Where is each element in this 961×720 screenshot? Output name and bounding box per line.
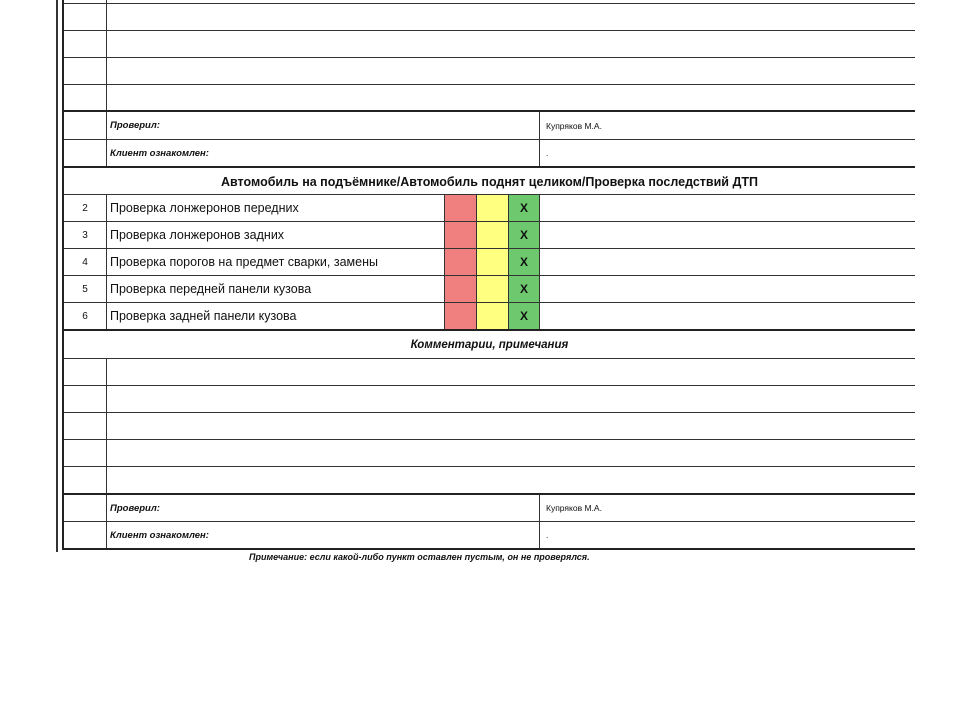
client-ack-row bbox=[64, 522, 915, 548]
item-number: 4 bbox=[64, 249, 107, 275]
item-comment-cell bbox=[539, 222, 915, 248]
status-ok-cell[interactable]: X bbox=[508, 249, 539, 275]
client-ack-value: . bbox=[539, 522, 915, 548]
checked-by-row bbox=[64, 112, 915, 140]
comments-header-row bbox=[64, 331, 915, 359]
item-number: 5 bbox=[64, 276, 107, 302]
checked-by-label: Проверил: bbox=[110, 502, 160, 514]
status-bad-cell[interactable] bbox=[444, 195, 476, 221]
checked-by-label: Проверил: bbox=[110, 120, 160, 131]
empty-row bbox=[64, 4, 915, 31]
status-ok-cell[interactable]: X bbox=[508, 222, 539, 248]
item-label: Проверка задней панели кузова bbox=[110, 309, 297, 323]
check-item-row bbox=[64, 222, 915, 249]
status-bad-cell[interactable] bbox=[444, 276, 476, 302]
empty-row bbox=[64, 58, 915, 85]
comment-row[interactable] bbox=[64, 440, 915, 467]
item-label: Проверка передней панели кузова bbox=[110, 282, 312, 296]
client-ack-label: Клиент ознакомлен: bbox=[110, 529, 209, 541]
item-number: 3 bbox=[64, 222, 107, 248]
footnote: Примечание: если какой-либо пункт оставлен пустым, он не проверялся. bbox=[249, 552, 590, 562]
check-item-row bbox=[64, 195, 915, 222]
empty-row bbox=[64, 85, 915, 112]
status-warn-cell[interactable] bbox=[476, 195, 508, 221]
status-warn-cell[interactable] bbox=[476, 276, 508, 302]
status-bad-cell[interactable] bbox=[444, 249, 476, 275]
item-comment-cell bbox=[539, 195, 915, 221]
outer-border-line bbox=[56, 0, 58, 552]
client-ack-value: . bbox=[539, 140, 915, 166]
empty-row bbox=[64, 31, 915, 58]
item-comment-cell bbox=[539, 276, 915, 302]
item-number: 6 bbox=[64, 303, 107, 329]
comment-row[interactable] bbox=[64, 413, 915, 440]
check-item-row bbox=[64, 249, 915, 276]
status-ok-cell[interactable]: X bbox=[508, 195, 539, 221]
status-warn-cell[interactable] bbox=[476, 222, 508, 248]
comment-row[interactable] bbox=[64, 359, 915, 386]
client-ack-label: Клиент ознакомлен: bbox=[110, 147, 209, 159]
status-warn-cell[interactable] bbox=[476, 249, 508, 275]
comment-row[interactable] bbox=[64, 386, 915, 413]
status-bad-cell[interactable] bbox=[444, 222, 476, 248]
inspection-sheet bbox=[62, 0, 915, 550]
comments-title: Комментарии, примечания bbox=[410, 339, 569, 351]
item-label: Проверка лонжеронов передних bbox=[110, 201, 299, 215]
section-header-row bbox=[64, 168, 915, 195]
checked-by-row bbox=[64, 495, 915, 522]
item-comment-cell bbox=[539, 303, 915, 329]
item-number: 2 bbox=[64, 195, 107, 221]
status-ok-cell[interactable]: X bbox=[508, 303, 539, 329]
inspector-name: Купряков М.А. bbox=[539, 112, 915, 139]
item-comment-cell bbox=[539, 249, 915, 275]
item-label: Проверка лонжеронов задних bbox=[110, 228, 285, 242]
inspector-name: Купряков М.А. bbox=[539, 495, 915, 521]
status-bad-cell[interactable] bbox=[444, 303, 476, 329]
section-title: Автомобиль на подъёмнике/Автомобиль поднят целиком/Проверка последствий ДТП bbox=[221, 174, 758, 189]
comment-row[interactable] bbox=[64, 467, 915, 495]
status-ok-cell[interactable]: X bbox=[508, 276, 539, 302]
status-warn-cell[interactable] bbox=[476, 303, 508, 329]
check-item-row bbox=[64, 303, 915, 331]
item-label: Проверка порогов на предмет сварки, замены bbox=[110, 255, 378, 269]
check-item-row bbox=[64, 276, 915, 303]
client-ack-row bbox=[64, 140, 915, 168]
